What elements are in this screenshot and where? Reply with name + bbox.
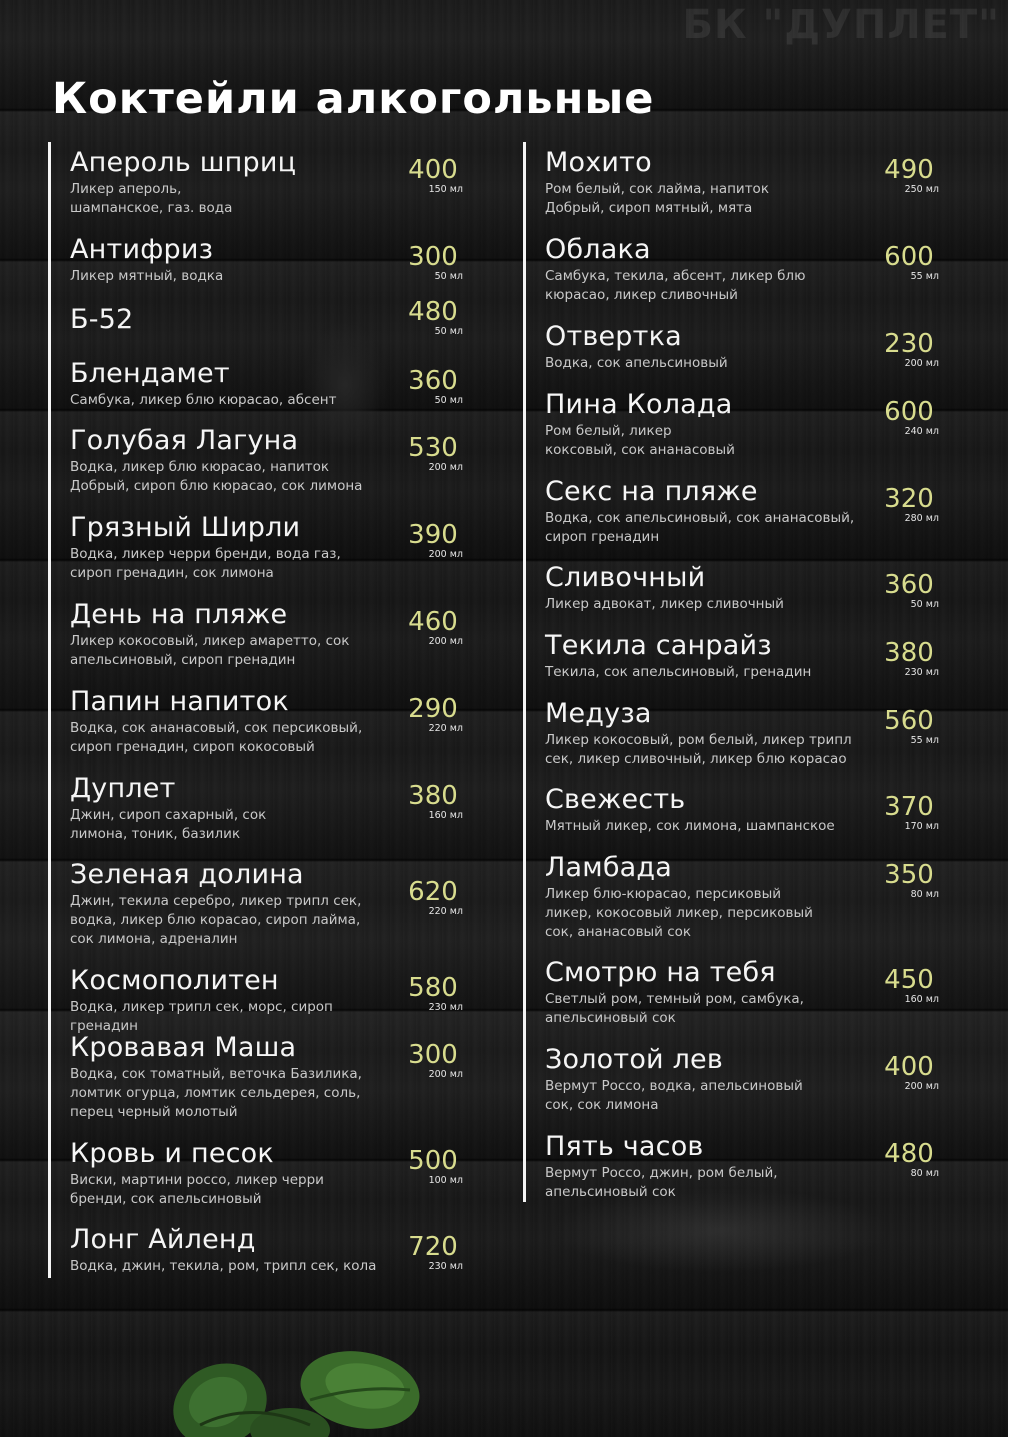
item-name: Кровь и песок (70, 1138, 274, 1169)
item-name: Б-52 (70, 304, 134, 335)
item-price (869, 330, 949, 370)
price-value: 370 (884, 792, 934, 822)
price-value: 360 (408, 366, 458, 396)
price-volume: 230 мл (428, 1002, 463, 1013)
price-value: 380 (884, 638, 934, 668)
menu-column-left (48, 142, 466, 1278)
item-name: Пять часов (545, 1131, 704, 1162)
item-price (393, 1233, 473, 1273)
item-price (869, 966, 949, 1006)
price-value: 620 (408, 877, 458, 907)
price-value: 580 (408, 973, 458, 1003)
menu-column-right (523, 142, 943, 1202)
price-value: 500 (408, 1146, 458, 1176)
item-description: Водка, сок ананасовый, сок персиковый, сироп гренадин, сироп кокосовый (70, 720, 363, 755)
item-name: Ламбада (545, 852, 673, 883)
price-volume: 240 мл (904, 426, 939, 437)
item-description: Виски, мартини россо, ликер черри бренди, сок апельсиновый (70, 1172, 324, 1207)
price-volume: 55 мл (910, 735, 939, 746)
item-name: Свежесть (545, 784, 686, 815)
item-name: День на пляже (70, 599, 288, 630)
item-description: Ликер мятный, водка (70, 268, 224, 284)
watermark: БК "ДУПЛЕТ" (682, 2, 1000, 48)
item-description: Мятный ликер, сок лимона, шампанское (545, 818, 835, 834)
item-price (393, 521, 473, 561)
item-description: Текила, сок апельсиновый, гренадин (545, 664, 812, 680)
page-title: Коктейли алкогольные (52, 74, 655, 124)
item-name: Космополитен (70, 965, 279, 996)
item-description: Водка, ликер блю кюрасао, напиток Добрый, сироп блю кюрасао, сок лимона (70, 459, 363, 494)
item-name: Антифриз (70, 234, 214, 265)
price-volume: 200 мл (428, 1069, 463, 1080)
item-price (393, 1147, 473, 1187)
price-value: 720 (408, 1232, 458, 1262)
price-volume: 170 мл (904, 821, 939, 832)
price-volume: 200 мл (904, 358, 939, 369)
price-value: 230 (884, 329, 934, 359)
price-value: 300 (408, 1040, 458, 1070)
mint-leaves-image (160, 1330, 440, 1437)
item-price (393, 1041, 473, 1081)
item-price (869, 571, 949, 611)
item-name: Зеленая долина (70, 859, 304, 890)
price-value: 480 (884, 1139, 934, 1169)
price-volume: 80 мл (910, 889, 939, 900)
price-value: 360 (884, 570, 934, 600)
item-price (869, 156, 949, 196)
price-value: 490 (884, 155, 934, 185)
price-volume: 200 мл (428, 462, 463, 473)
price-value: 600 (884, 397, 934, 427)
price-value: 560 (884, 706, 934, 736)
price-value: 320 (884, 484, 934, 514)
item-name: Лонг Айленд (70, 1224, 256, 1255)
item-description: Водка, сок апельсиновый, сок ананасовый, сироп гренадин (545, 510, 855, 545)
price-value: 380 (408, 781, 458, 811)
item-description: Джин, сироп сахарный, сок лимона, тоник, базилик (70, 807, 267, 842)
item-name: Смотрю на тебя (545, 957, 776, 988)
item-price (393, 298, 473, 338)
item-price (393, 608, 473, 648)
price-value: 400 (408, 155, 458, 185)
item-price (393, 156, 473, 196)
price-volume: 100 мл (428, 1175, 463, 1186)
item-price (869, 793, 949, 833)
item-price (393, 367, 473, 407)
item-name: Мохито (545, 147, 652, 178)
item-price (869, 398, 949, 438)
price-volume: 230 мл (904, 667, 939, 678)
item-description: Вермут Россо, джин, ром белый, апельсиновый сок (545, 1165, 778, 1200)
item-description: Вермут Россо, водка, апельсиновый сок, сок лимона (545, 1078, 803, 1113)
price-value: 390 (408, 520, 458, 550)
item-name: Голубая Лагуна (70, 425, 299, 456)
item-description: Водка, джин, текила, ром, трипл сек, кола (70, 1258, 377, 1274)
price-volume: 280 мл (904, 513, 939, 524)
price-volume: 220 мл (428, 906, 463, 917)
price-value: 300 (408, 242, 458, 272)
item-description: Самбука, текила, абсент, ликер блю кюрасао, ликер сливочный (545, 268, 806, 303)
item-name: Секс на пляже (545, 476, 758, 507)
price-volume: 220 мл (428, 723, 463, 734)
item-name: Сливочный (545, 562, 706, 593)
price-value: 450 (884, 965, 934, 995)
item-name: Золотой лев (545, 1044, 723, 1075)
price-volume: 160 мл (904, 994, 939, 1005)
item-price (393, 434, 473, 474)
price-volume: 50 мл (434, 326, 463, 337)
item-description: Ликер апероль, шампанское, газ. вода (70, 181, 233, 216)
item-name: Текила санрайз (545, 630, 772, 661)
price-value: 350 (884, 860, 934, 890)
item-name: Медуза (545, 698, 652, 729)
item-price (393, 878, 473, 918)
price-volume: 250 мл (904, 184, 939, 195)
price-value: 600 (884, 242, 934, 272)
item-price (869, 1140, 949, 1180)
price-volume: 200 мл (904, 1081, 939, 1092)
item-price (869, 639, 949, 679)
item-price (869, 1053, 949, 1093)
item-description: Самбука, ликер блю кюрасао, абсент (70, 392, 337, 408)
item-price (393, 243, 473, 283)
price-volume: 200 мл (428, 636, 463, 647)
price-volume: 160 мл (428, 810, 463, 821)
item-name: Грязный Ширли (70, 512, 301, 543)
price-volume: 80 мл (910, 1168, 939, 1179)
item-description: Водка, сок апельсиновый (545, 355, 728, 371)
item-description: Водка, ликер черри бренди, вода газ, сироп гренадин, сок лимона (70, 546, 341, 581)
item-price (869, 707, 949, 747)
item-description: Джин, текила серебро, ликер трипл сек, водка, ликер блю корасао, сироп лайма, сок лимона, адреналин (70, 893, 362, 947)
item-name: Апероль шприц (70, 147, 297, 178)
item-description: Ликер кокосовый, ликер амаретто, сок апельсиновый, сироп гренадин (70, 633, 350, 668)
item-description: Ром белый, ликер коксовый, сок ананасовый (545, 423, 735, 458)
price-volume: 50 мл (434, 271, 463, 282)
item-description: Ром белый, сок лайма, напиток Добрый, сироп мятный, мята (545, 181, 769, 216)
item-price (393, 782, 473, 822)
price-volume: 55 мл (910, 271, 939, 282)
item-name: Облака (545, 234, 651, 265)
item-description: Водка, ликер трипл сек, морс, сироп гренадин (70, 999, 333, 1034)
price-value: 400 (884, 1052, 934, 1082)
price-value: 530 (408, 433, 458, 463)
price-value: 460 (408, 607, 458, 637)
item-name: Дуплет (70, 773, 176, 804)
item-name: Блендамет (70, 358, 230, 389)
price-volume: 230 мл (428, 1261, 463, 1272)
item-description: Ликер кокосовый, ром белый, ликер трипл сек, ликер сливочный, ликер блю корасао (545, 732, 852, 767)
price-volume: 50 мл (910, 599, 939, 610)
item-name: Кровавая Маша (70, 1032, 297, 1063)
item-name: Папин напиток (70, 686, 289, 717)
item-description: Ликер блю-кюрасао, персиковый ликер, кокосовый ликер, персиковый сок, ананасовый сок (545, 886, 813, 940)
item-description: Ликер адвокат, ликер сливочный (545, 596, 784, 612)
item-price (869, 861, 949, 901)
item-price (393, 974, 473, 1014)
item-price (869, 485, 949, 525)
price-value: 290 (408, 694, 458, 724)
price-value: 480 (408, 297, 458, 327)
price-volume: 50 мл (434, 395, 463, 406)
item-description: Светлый ром, темный ром, самбука, апельсиновый сок (545, 991, 804, 1026)
item-description: Водка, сок томатный, веточка Базилика, ломтик огурца, ломтик сельдерея, соль, перец черный молотый (70, 1066, 362, 1120)
price-volume: 150 мл (428, 184, 463, 195)
item-name: Отвертка (545, 321, 682, 352)
item-price (869, 243, 949, 283)
item-name: Пина Колада (545, 389, 733, 420)
item-price (393, 695, 473, 735)
price-volume: 200 мл (428, 549, 463, 560)
